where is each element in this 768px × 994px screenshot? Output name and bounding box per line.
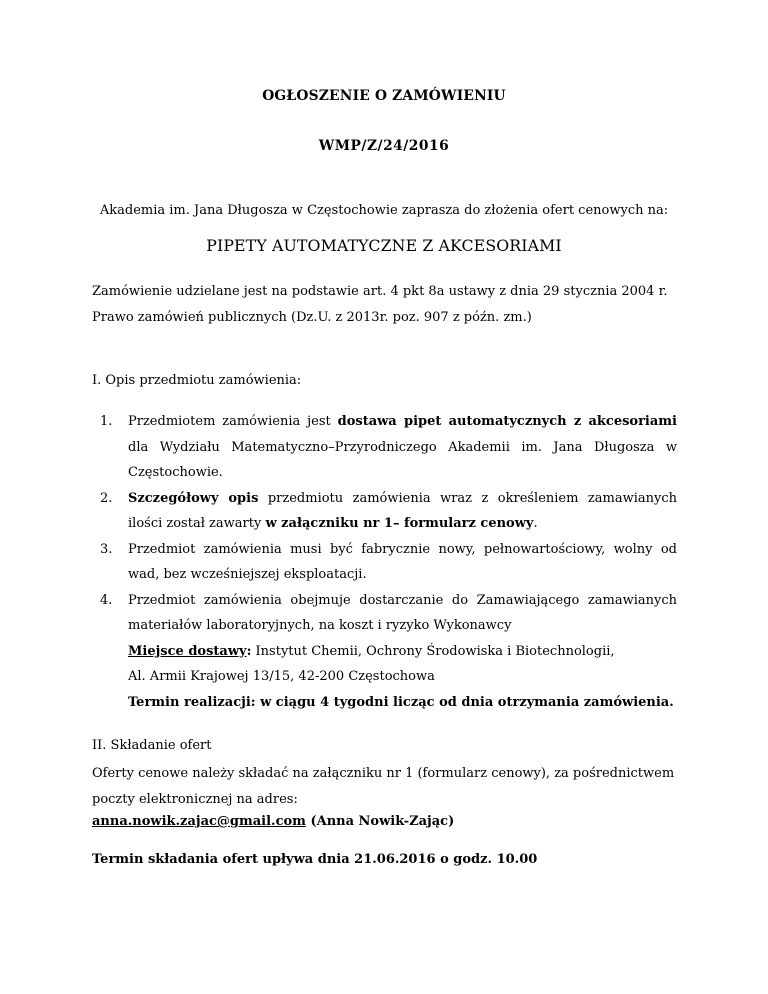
intro-text: Akademia im. Jana Długosza w Częstochowie zaprasza do złożenia ofert cenowych na:: [99, 203, 669, 218]
section-2-text: [92, 761, 692, 813]
realization-deadline: Termin realizacji: w ciągu 4 tygodni licząc od dnia otrzymania zamówienia.: [128, 694, 674, 710]
contact-line: [92, 814, 454, 829]
list-item-number: 2.: [100, 490, 113, 506]
reference-number: WMP/Z/24/2016: [318, 138, 450, 154]
section-2-heading: II. Składanie ofert: [92, 738, 212, 753]
description-list: [92, 409, 677, 715]
subject-heading: PIPETY AUTOMATYCZNE Z AKCESORIAMI: [206, 236, 562, 255]
list-item-number: 3.: [100, 541, 113, 557]
list-item: [92, 486, 677, 537]
list-item-number: 1.: [100, 414, 113, 429]
legal-basis-line-1: Zamówienie udzielane jest na podstawie art. 4 pkt 8a ustawy z dnia 29 stycznia 2004 r.: [92, 284, 668, 299]
item-4-text: Przedmiot zamówienia obejmuje dostarczanie do Zamawiającego zamawianych materiałów laboratoryjnych, na koszt i ryzyko Wykonawcy: [128, 592, 677, 633]
item-2-period: .: [533, 516, 538, 531]
item-2-text: przedmiotu zamówienia wraz z określeniem zamawianych ilości został zawarty: [128, 490, 677, 531]
item-2-bold-end: w załączniku nr 1– formularz cenowy: [265, 516, 534, 531]
delivery-place-label: Miejsce dostawy: [128, 643, 247, 659]
delivery-place-colon: :: [246, 643, 252, 659]
section-2-line-1: Oferty cenowe należy składać na załączniku nr 1 (formularz cenowy), za pośrednictwem: [92, 766, 675, 781]
list-item: [92, 409, 677, 486]
item-1-text: Przedmiotem zamówienia jest: [128, 414, 338, 429]
list-item: [92, 537, 677, 588]
section-1-heading: I. Opis przedmiotu zamówienia:: [92, 373, 302, 388]
section-2-line-2: poczty elektronicznej na adres:: [92, 792, 298, 807]
list-item: [92, 588, 677, 716]
delivery-place: [128, 639, 677, 665]
delivery-place-value: Instytut Chemii, Ochrony Środowiska i Biotechnologii,: [251, 643, 615, 659]
delivery-address: Al. Armii Krajowej 13/15, 42-200 Częstochowa: [128, 669, 435, 684]
legal-basis: [92, 279, 692, 331]
list-item-number: 4.: [100, 592, 113, 608]
contact-name: (Anna Nowik-Zając): [305, 814, 455, 829]
email-link[interactable]: anna.nowik.zajac@gmail.com: [92, 814, 306, 829]
item-1-bold: dostawa pipet automatycznych z akcesoriami: [337, 414, 677, 429]
item-2-bold-start: Szczegółowy opis: [128, 490, 259, 506]
document-title: OGŁOSZENIE O ZAMÓWIENIU: [262, 88, 506, 104]
offer-deadline: Termin składania ofert upływa dnia 21.06.2016 o godz. 10.00: [92, 852, 538, 867]
item-1-text-end: dla Wydziału Matematyczno–Przyrodniczego Akademii im. Jana Długosza w Częstochowie.: [128, 439, 677, 480]
item-3-text: Przedmiot zamówienia musi być fabrycznie nowy, pełnowartościowy, wolny od wad, bez wcześniejszej eksploatacji.: [128, 541, 677, 582]
legal-basis-line-2: Prawo zamówień publicznych (Dz.U. z 2013r. poz. 907 z późn. zm.): [92, 310, 532, 325]
